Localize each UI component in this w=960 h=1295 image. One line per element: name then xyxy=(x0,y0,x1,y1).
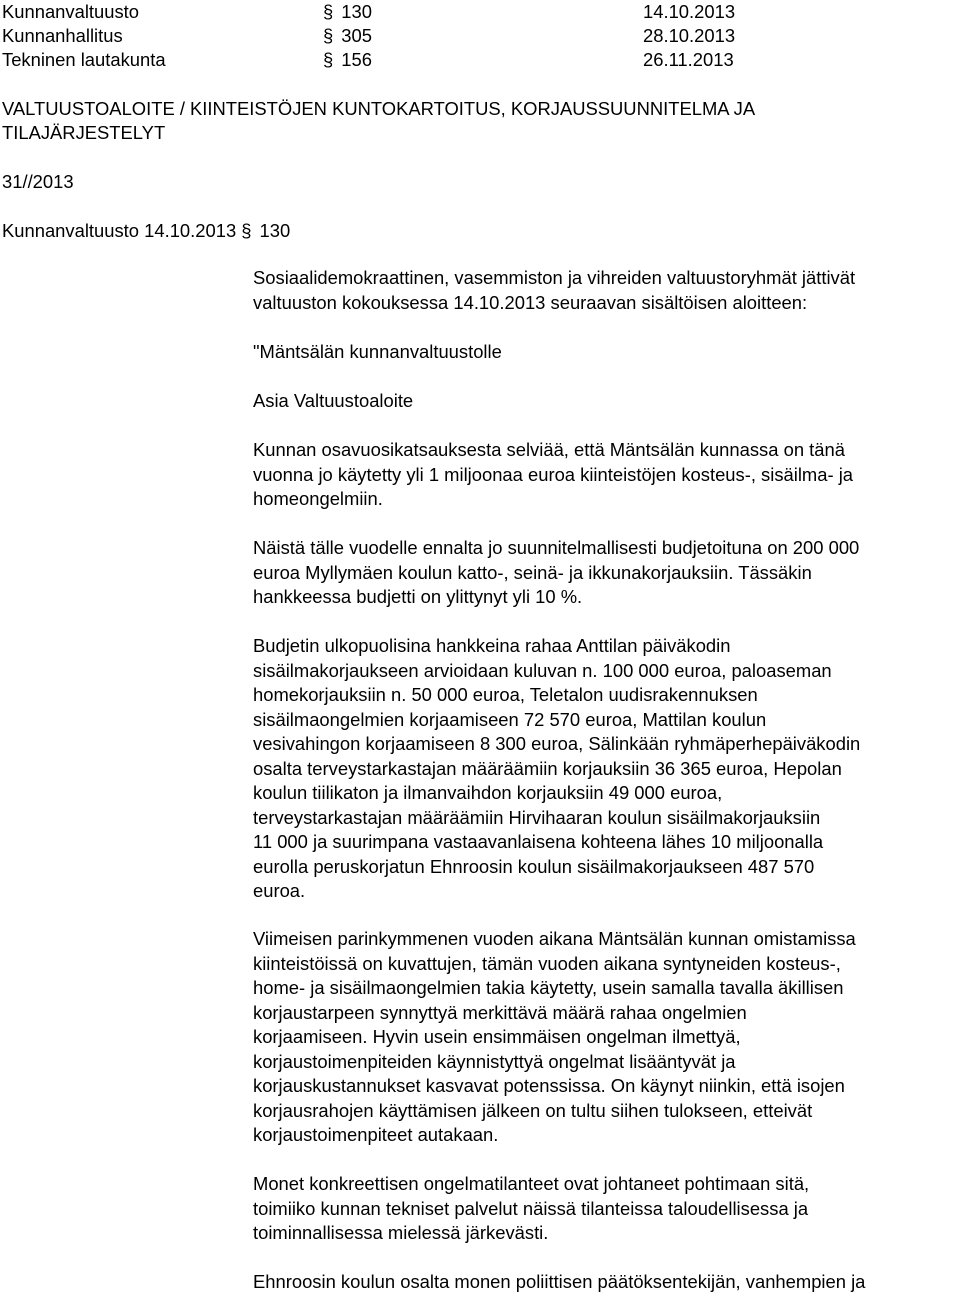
meeting-heading xyxy=(2,219,290,243)
paragraph xyxy=(253,340,958,365)
title-line: VALTUUSTOALOITE / KIINTEISTÖJEN KUNTOKARTOITUS, KORJAUSSUUNNITELMA JA xyxy=(2,98,756,119)
section-symbol: § xyxy=(241,220,252,241)
paragraph xyxy=(253,1172,958,1246)
meeting-body: Tekninen lautakunta xyxy=(2,49,166,70)
paragraph-text: Ehnroosin koulun osalta monen poliittisen päätöksentekijän, vanhempien ja xyxy=(253,1271,866,1292)
title-line: TILAJÄRJESTELYT xyxy=(2,122,166,143)
meeting-section xyxy=(323,48,372,72)
paragraph xyxy=(253,266,958,315)
paragraph xyxy=(253,438,958,512)
paragraph-text: Budjetin ulkopuolisina hankkeina rahaa Anttilan päiväkodin sisäilmakorjaukseen arvioidaan kuluvan n. 100 000 euroa, paloaseman homekorjauksiin n. 50 000 euroa, Teletalon uudisrakennuksen sisäilmaongelmien korjaamiseen 72 570 euroa, Mattilan koulun vesivahingon korjaamiseen 8 300 euroa, Sälinkään ryhmäperhepäiväkodin osalta terveystarkastajan määräämiin korjauksiin 36 365 euroa, Hepolan koulun tiilikaton ja ilmanvaihdon korjauksiin 49 000 euroa, terveystarkastajan määräämiin Hirvihaaran koulun sisäilmakorjauksiin 11 000 ja suurimpana vastaavanlaisena kohteena lähes 10 miljoonalla eurolla peruskorjatun Ehnroosin koulun sisäilmakorjaukseen 487 570 euroa. xyxy=(253,635,861,901)
paragraph xyxy=(253,536,958,610)
paragraph xyxy=(253,634,958,904)
paragraph-text: Monet konkreettisen ongelmatilanteet ovat johtaneet pohtimaan sitä, toimiiko kunnan tekniset palvelut näissä tilanteissa taloudellisessa ja toiminnallisessa mielessä järkevästi. xyxy=(253,1173,810,1243)
meeting-date: 14.10.2013 xyxy=(643,1,736,22)
meeting-number: 130 xyxy=(341,1,372,22)
meeting-number: 156 xyxy=(341,49,372,70)
meeting-number: 305 xyxy=(341,25,372,46)
paragraph-text: "Mäntsälän kunnanvaltuustolle xyxy=(253,341,502,362)
meeting-section xyxy=(323,24,372,48)
paragraph-text: Viimeisen parinkymmenen vuoden aikana Mäntsälän kunnan omistamissa kiinteistöissä on kuvattujen, tämän vuoden aikana syntyneiden kosteus-, home- ja sisäilmaongelmien takia käytetty, usein samalla tavalla äkillisen korjaustarpeen synnyttyä merkittävä määrä rahaa ongelmien korjaamiseen. Hyvin usein ensimmäisen ongelman ilmettyä, korjaustoimenpiteiden käynnistyttyä ongelmat lisääntyvät ja korjauskustannukset kasvavat potenssissa. On käynyt niinkin, että isojen korjausrahojen käyttämisen jälkeen on tultu siihen tulokseen, etteivät korjaustoimenpiteet autakaan. xyxy=(253,928,856,1145)
meeting-heading-number: 130 xyxy=(259,220,291,241)
meeting-date: 28.10.2013 xyxy=(643,25,736,46)
paragraph xyxy=(253,389,958,414)
meeting-date: 26.11.2013 xyxy=(643,49,734,70)
meeting-body: Kunnanhallitus xyxy=(2,25,123,46)
reference-number: 31//2013 xyxy=(2,171,74,192)
paragraph xyxy=(253,927,958,1148)
section-symbol: § xyxy=(323,49,334,70)
section-symbol: § xyxy=(323,25,334,46)
paragraph-text: Kunnan osavuosikatsauksesta selviää, että Mäntsälän kunnassa on tänä vuonna jo käytetty yli 1 miljoonaa euroa kiinteistöjen kosteus-, sisäilma- ja homeongelmiin. xyxy=(253,439,854,509)
meeting-heading-prefix: Kunnanvaltuusto 14.10.2013 xyxy=(2,220,237,241)
paragraph-text: Sosiaalidemokraattinen, vasemmiston ja vihreiden valtuustoryhmät jättivät valtuuston kokouksessa 14.10.2013 seuraavan sisältöisen aloitteen: xyxy=(253,267,856,313)
section-symbol: § xyxy=(323,1,334,22)
meeting-body: Kunnanvaltuusto xyxy=(2,1,140,22)
paragraph-text: Näistä tälle vuodelle ennalta jo suunnitelmallisesti budjetoituna on 200 000 euroa Myllymäen koulun katto-, seinä- ja ikkunakorjauksiin. Tässäkin hankkeessa budjetti on ylittynyt yli 10 %. xyxy=(253,537,860,607)
paragraph-text: Asia Valtuustoaloite xyxy=(253,390,414,411)
meeting-section xyxy=(323,0,372,24)
paragraph xyxy=(253,1270,958,1295)
